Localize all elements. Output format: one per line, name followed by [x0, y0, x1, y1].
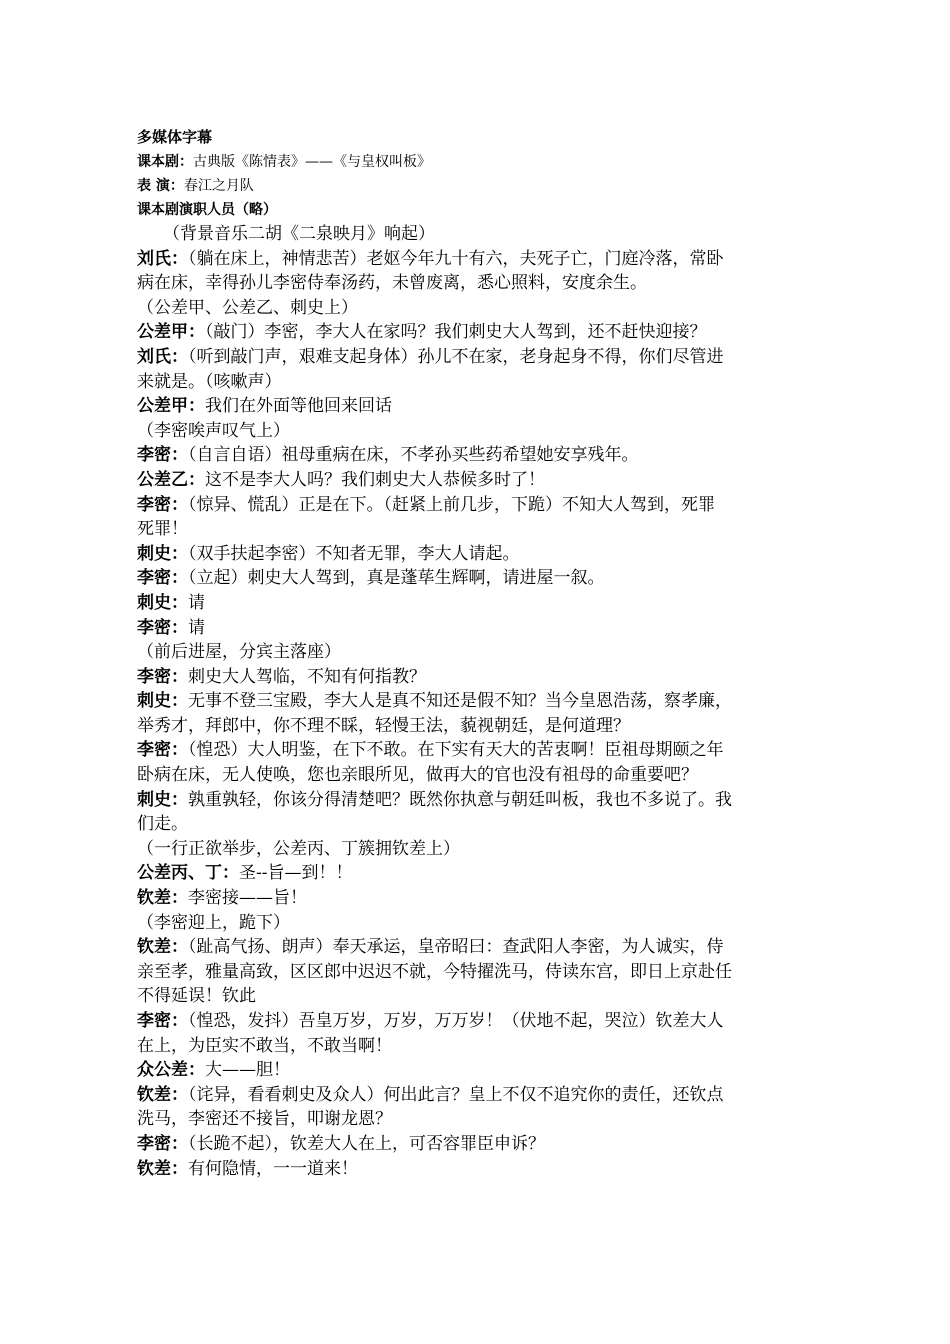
line-text: （惶恐）大人明鉴，在下不敢。在下实有天大的苦衷啊！臣祖母期颐之年 — [188, 740, 724, 761]
line-text: 刺史大人驾临，不知有何指教？ — [188, 666, 426, 687]
line-text: 亲至孝，雅量高致，区区郎中迟迟不就，今特擢洗马，侍读东宫，即日上京赴任 — [137, 961, 732, 982]
play-info — [137, 150, 817, 174]
line-text: 圣--旨—到！！ — [239, 863, 353, 884]
line-text: 大——胆！ — [205, 1060, 290, 1081]
script-body — [137, 222, 817, 1181]
dialogue-line — [137, 1009, 817, 1034]
line-text: （立起）刺史大人驾到，真是蓬荜生辉啊，请进屋一叙。 — [188, 568, 605, 589]
line-text: 李密接——旨！ — [188, 888, 307, 909]
line-text: （公差甲、公差乙、刺史上） — [137, 297, 358, 318]
speaker-name: 李密： — [137, 445, 188, 466]
speaker-name: 公差甲： — [137, 396, 205, 417]
line-text: （长跪不起），钦差大人在上，可否容罪臣申诉？ — [188, 1133, 545, 1154]
line-text: 无事不登三宝殿，李大人是真不知还是假不知？当今皇恩浩荡，察孝廉， — [188, 691, 732, 712]
line-text: （前后进屋，分宾主落座） — [137, 642, 341, 663]
dialogue-line — [137, 665, 817, 690]
line-text: （听到敲门声，艰难支起身体）孙儿不在家，老身起身不得，你们尽管进 — [188, 346, 724, 367]
dialogue-line — [137, 320, 817, 345]
line-text: 这不是李大人吗？我们刺史大人恭候多时了！ — [205, 469, 545, 490]
speaker-name: 钦差： — [137, 888, 188, 909]
speaker-name: 钦差： — [137, 1158, 188, 1179]
dialogue-line — [137, 493, 817, 518]
line-text: 举秀才，拜郎中，你不理不睬，轻慢王法，藐视朝廷，是何道理？ — [137, 715, 630, 736]
stage-direction — [137, 837, 817, 862]
dialogue-line — [137, 689, 817, 714]
speaker-name: 刘氏： — [137, 346, 188, 367]
play-label: 课本剧： — [137, 154, 193, 170]
line-text: 在上，为臣实不敢当，不敢当啊！ — [137, 1035, 392, 1056]
line-text: 们走。 — [137, 814, 188, 835]
cast-info — [137, 174, 817, 198]
dialogue-line — [137, 812, 817, 837]
dialogue-line — [137, 763, 817, 788]
dialogue-line — [137, 960, 817, 985]
line-text: 死罪！ — [137, 519, 188, 540]
document-page — [137, 124, 817, 1181]
line-text: 孰重孰轻，你该分得清楚吧？既然你执意与朝廷叫板，我也不多说了。我 — [188, 789, 732, 810]
line-text: 有何隐情，一一道来！ — [188, 1158, 358, 1179]
dialogue-line — [137, 714, 817, 739]
line-text: （一行正欲举步，公差丙、丁簇拥钦差上） — [137, 838, 460, 859]
line-text: （惊异、慌乱）正是在下。（赶紧上前几步，下跪）不知大人驾到，死罪 — [188, 494, 715, 515]
dialogue-line — [137, 984, 817, 1009]
dialogue-line — [137, 788, 817, 813]
line-text: （躺在床上，神情悲苦）老妪今年九十有六，夫死子亡，门庭冷落，常卧 — [188, 248, 724, 269]
dialogue-line — [137, 542, 817, 567]
speaker-name: 钦差： — [137, 1084, 188, 1105]
stage-direction — [137, 640, 817, 665]
cast-label: 表 演： — [137, 178, 184, 194]
line-text: 卧病在床，无人使唤，您也亲眼所见，做再大的官也没有祖母的命重要吧？ — [137, 765, 698, 786]
speaker-name: 众公差： — [137, 1060, 205, 1081]
line-text: （敲门）李密，李大人在家吗？我们刺史大人驾到，还不赶快迎接？ — [205, 322, 707, 343]
speaker-name: 李密： — [137, 617, 188, 638]
speaker-name: 刺史： — [137, 543, 188, 564]
staff-note: 课本剧演职人员（略） — [137, 202, 277, 218]
dialogue-line — [137, 394, 817, 419]
speaker-name: 李密： — [137, 666, 188, 687]
speaker-name: 公差丙、丁： — [137, 863, 239, 884]
speaker-name: 公差乙： — [137, 469, 205, 490]
dialogue-line — [137, 1034, 817, 1059]
speaker-name: 刺史： — [137, 789, 188, 810]
speaker-name: 刺史： — [137, 592, 188, 613]
line-text: 不得延误！钦此 — [137, 986, 256, 1007]
speaker-name: 李密： — [137, 568, 188, 589]
play-value: 古典版《陈情表》——《与皇权叫板》 — [193, 154, 431, 170]
line-text: （惶恐，发抖）吾皇万岁，万岁，万万岁！（伏地不起，哭泣）钦差大人 — [188, 1011, 724, 1031]
line-text: 洗马，李密还不接旨，叩谢龙恩？ — [137, 1109, 392, 1130]
line-text: （李密唉声叹气上） — [137, 420, 290, 441]
line-text: 请 — [188, 592, 205, 613]
line-text: （双手扶起李密）不知者无罪，李大人请起。 — [188, 543, 520, 564]
dialogue-line — [137, 517, 817, 542]
line-text: （自言自语）祖母重病在床，不孝孙买些药希望她安享残年。 — [188, 445, 639, 466]
speaker-name: 李密： — [137, 740, 188, 761]
dialogue-line — [137, 345, 817, 370]
dialogue-line — [137, 370, 817, 395]
stage-direction — [137, 296, 817, 321]
dialogue-line — [137, 886, 817, 911]
dialogue-line — [137, 443, 817, 468]
speaker-name: 李密： — [137, 1133, 188, 1154]
dialogue-line — [137, 861, 817, 886]
speaker-name: 公差甲： — [137, 322, 205, 343]
line-text: （背景音乐二胡《二泉映月》响起） — [163, 224, 435, 244]
dialogue-line — [137, 247, 817, 272]
dialogue-line — [137, 935, 817, 960]
line-text: （诧异，看看刺史及众人）何出此言？皇上不仅不追究你的责任，还钦点 — [188, 1084, 724, 1105]
dialogue-line — [137, 468, 817, 493]
speaker-name: 刺史： — [137, 691, 188, 712]
dialogue-line — [137, 271, 817, 296]
speaker-name: 刘氏： — [137, 248, 188, 269]
line-text: （李密迎上，跪下） — [137, 912, 290, 933]
dialogue-line — [137, 566, 817, 591]
dialogue-line — [137, 1058, 817, 1083]
speaker-name: 李密： — [137, 1011, 188, 1031]
dialogue-line — [137, 1107, 817, 1132]
line-text: 病在床，幸得孙儿李密侍奉汤药，未曾废离，悉心照料，安度余生。 — [137, 273, 647, 294]
dialogue-line — [137, 1083, 817, 1108]
stage-direction — [137, 911, 817, 936]
speaker-name: 钦差： — [137, 937, 188, 958]
line-text: 我们在外面等他回来回话 — [205, 396, 392, 417]
stage-direction — [137, 419, 817, 444]
stage-direction — [137, 222, 817, 247]
cast-value: 春江之月队 — [183, 178, 254, 194]
dialogue-line — [137, 1132, 817, 1157]
speaker-name: 李密： — [137, 494, 188, 515]
document-title: 多媒体字幕 — [137, 128, 213, 146]
line-text: 来就是。（咳嗽声） — [137, 371, 282, 392]
line-text: （趾高气扬、朗声）奉天承运，皇帝昭曰：查武阳人李密，为人诚实，侍 — [188, 937, 724, 958]
dialogue-line — [137, 1157, 817, 1182]
dialogue-line — [137, 616, 817, 641]
line-text: 请 — [188, 617, 205, 638]
dialogue-line — [137, 591, 817, 616]
dialogue-line — [137, 738, 817, 763]
